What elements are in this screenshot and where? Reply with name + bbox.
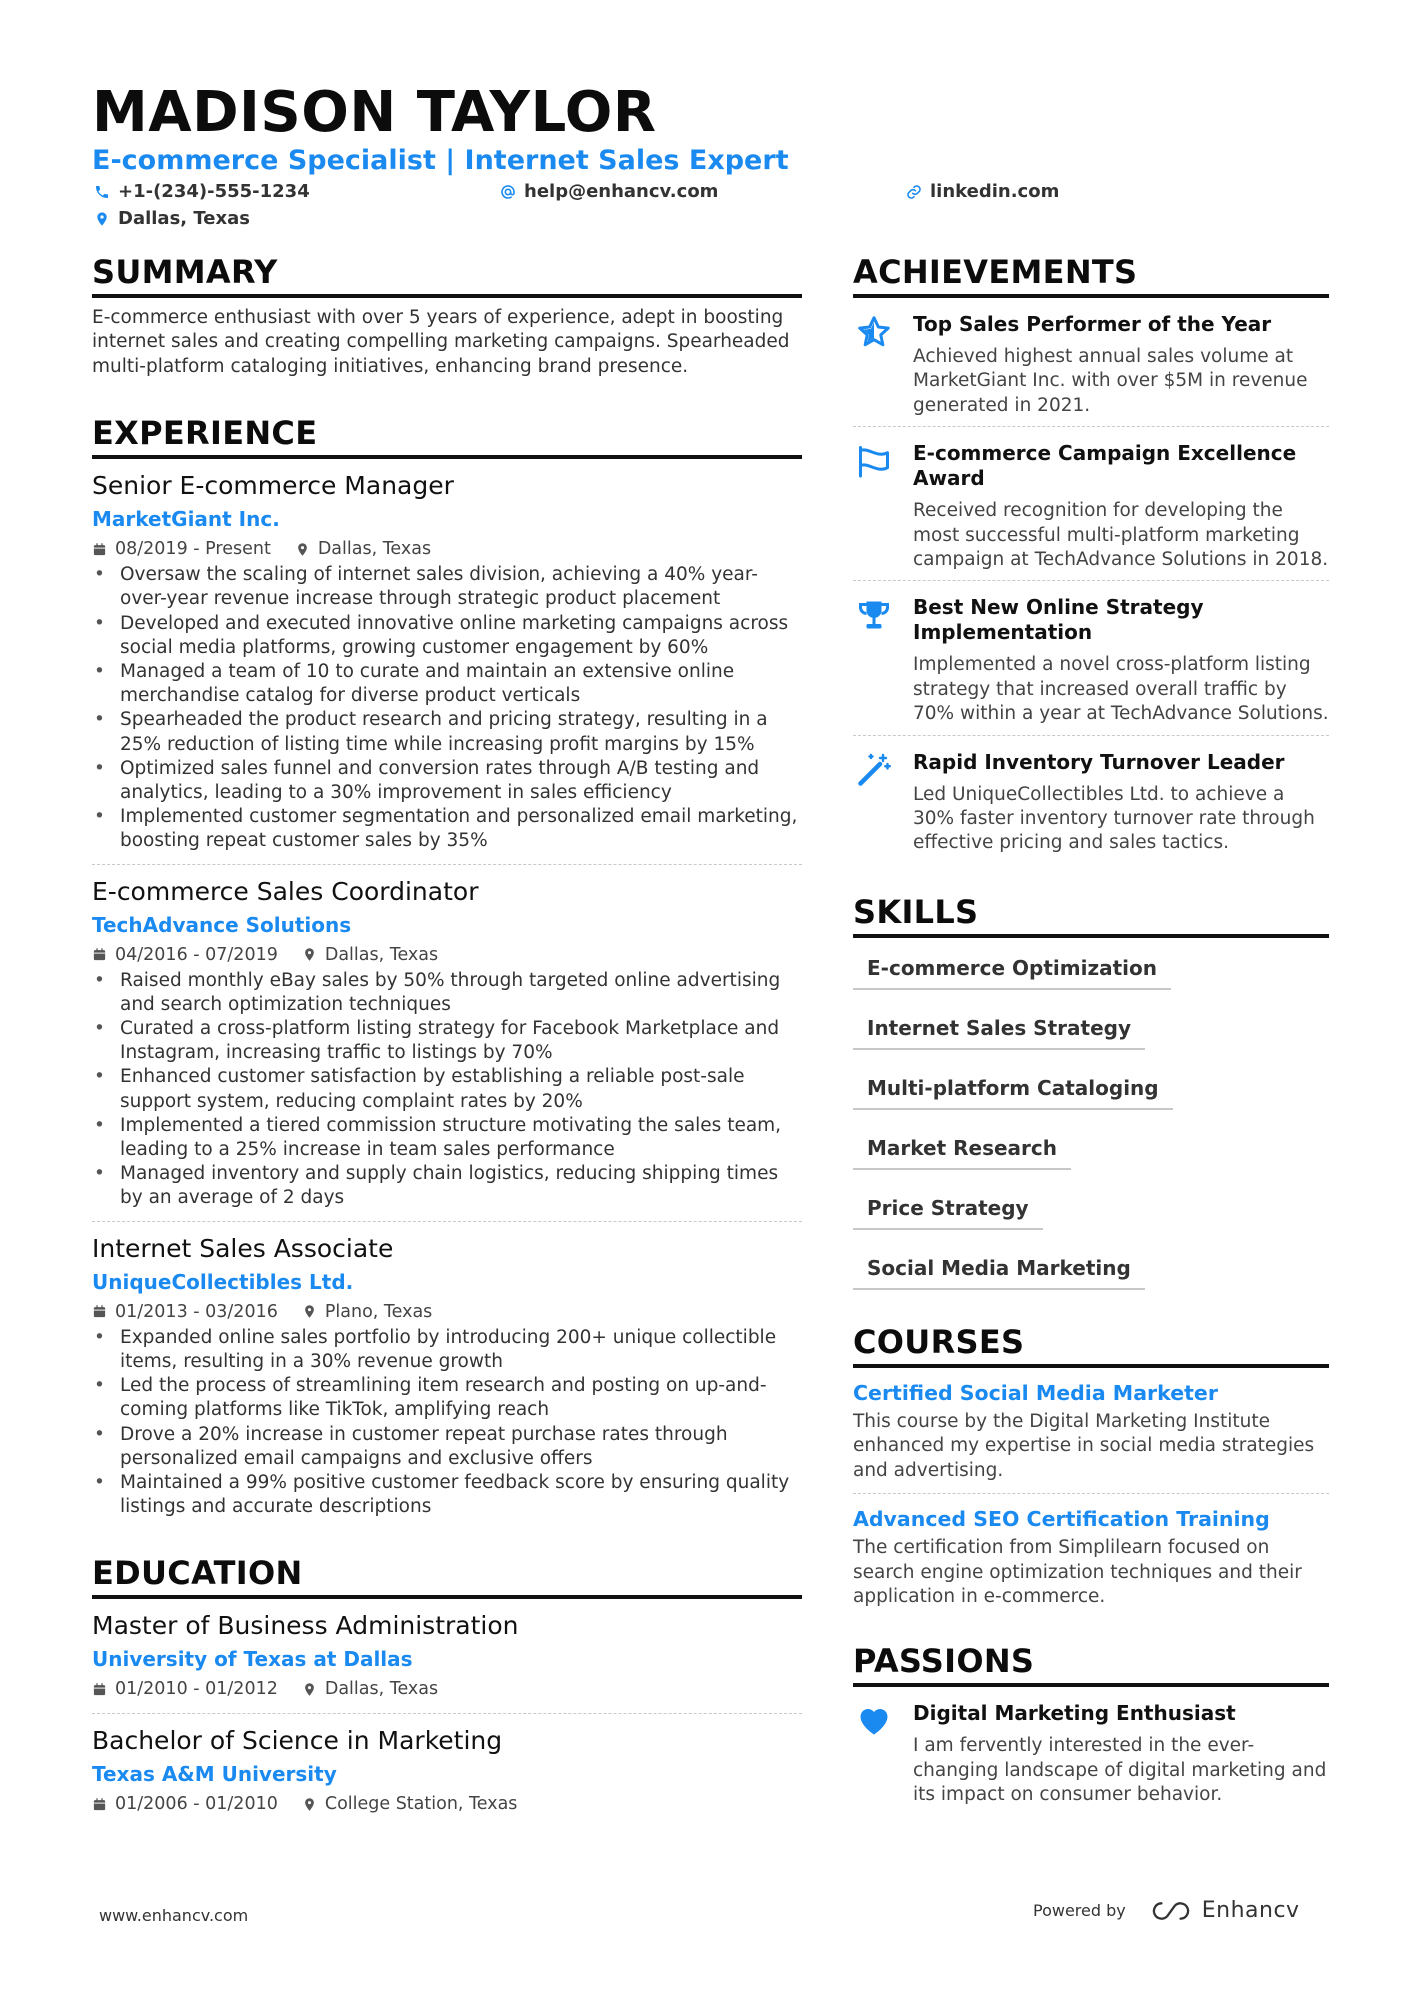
passion-item [853, 1687, 1329, 1815]
achievements-section [853, 252, 1329, 864]
achievement-title: E-commerce Campaign Excellence Award [913, 441, 1297, 491]
experience-item [92, 459, 802, 859]
bullet: • Maintained a 99% positive customer feedback score by ensuring quality listings and accurate descriptions [92, 1471, 802, 1519]
achievement-item [853, 580, 1329, 734]
education-item [92, 1599, 802, 1705]
degree: Bachelor of Science in Marketing [92, 1726, 503, 1756]
email-text: help@enhancv.com [524, 181, 719, 202]
star-icon [856, 314, 892, 350]
skills-section [853, 892, 1329, 1290]
calendar-icon [92, 1304, 107, 1319]
achievement-title: Top Sales Performer of the Year [913, 312, 1272, 336]
experience-item [92, 1221, 802, 1526]
skill-tag: Market Research [853, 1130, 1071, 1170]
location-pin-icon [302, 1797, 317, 1812]
powered-by-label: Powered by [1033, 1901, 1126, 1920]
bullet: • Raised monthly eBay sales by 50% through targeted online advertising and search optimization techniques [92, 969, 802, 1017]
skill-tag: Internet Sales Strategy [853, 1010, 1145, 1050]
passion-desc: I am fervently interested in the ever-changing landscape of digital marketing and its impact on consumer behavior. [913, 1735, 1327, 1806]
magic-wand-icon [856, 752, 892, 788]
course-title: Advanced SEO Certification Training [853, 1507, 1270, 1532]
course-item [853, 1493, 1329, 1615]
bullet: • Developed and executed innovative online marketing campaigns across social media platforms, growing customer engagement by 60% [92, 612, 802, 660]
education-meta [92, 1677, 802, 1701]
skills-title: SKILLS [853, 892, 1329, 938]
job-role: E-commerce Sales Coordinator [92, 876, 479, 906]
experience-section [92, 413, 802, 1525]
candidate-headline: E-commerce Specialist | Internet Sales Expert [92, 145, 789, 176]
trophy-icon [856, 597, 892, 633]
summary-section [92, 252, 802, 379]
location-pin-icon [295, 542, 310, 557]
job-meta [92, 1300, 802, 1324]
courses-section [853, 1322, 1329, 1615]
education-dates: 01/2010 - 01/2012 [115, 1679, 278, 1700]
school: University of Texas at Dallas [92, 1647, 413, 1672]
footer-website[interactable]: www.enhancv.com [99, 1906, 249, 1925]
bullet: • Drove a 20% increase in customer repeat purchase rates through personalized email campaigns and exclusive offers [92, 1423, 802, 1471]
bullet: • Managed a team of 10 to curate and maintain an extensive online merchandise catalog for diverse product verticals [92, 660, 802, 708]
education-section [92, 1553, 802, 1820]
contact-location [94, 207, 250, 231]
footer-branding [1033, 1898, 1300, 1923]
job-dates: 04/2016 - 07/2019 [115, 944, 278, 965]
location-pin-icon [302, 947, 317, 962]
bullet: • Led the process of streamlining item research and posting on up-and-coming platforms like TikTok, amplifying reach [92, 1374, 802, 1422]
skill-tag: Social Media Marketing [853, 1250, 1145, 1290]
candidate-name: MADISON TAYLOR [92, 80, 657, 145]
course-item [853, 1368, 1329, 1489]
skill-tag: Price Strategy [853, 1190, 1043, 1230]
heart-icon [856, 1703, 892, 1739]
location-pin-icon [94, 211, 110, 227]
achievement-desc: Led UniqueCollectibles Ltd. to achieve a 30% faster inventory turnover rate through effective pricing and sales tactics. [913, 783, 1315, 854]
course-desc: The certification from Simplilearn focused on search engine optimization techniques and their application in e-commerce. [853, 1537, 1302, 1607]
job-role: Senior E-commerce Manager [92, 471, 454, 501]
calendar-icon [92, 947, 107, 962]
course-desc: This course by the Digital Marketing Institute enhanced my expertise in social media strategies and advertising. [853, 1410, 1315, 1481]
education-meta [92, 1792, 802, 1816]
education-item [92, 1713, 802, 1820]
achievement-desc: Received recognition for developing the most successful multi-platform marketing campaign at TechAdvance Solutions in 2018. [913, 500, 1329, 571]
degree: Master of Business Administration [92, 1611, 519, 1641]
passions-title: PASSIONS [853, 1641, 1329, 1687]
achievement-title: Best New Online Strategy Implementation [913, 595, 1204, 645]
bullet: • Implemented customer segmentation and personalized email marketing, boosting repeat customer sales by 35% [92, 805, 802, 853]
courses-title: COURSES [853, 1322, 1329, 1368]
experience-item [92, 864, 802, 1217]
bullet: • Spearheaded the product research and pricing strategy, resulting in a 25% reduction of listing time while increasing profit margins by 15% [92, 708, 802, 756]
right-column [853, 252, 1329, 1816]
job-bullets [92, 563, 802, 853]
brand-name: Enhancv [1201, 1898, 1300, 1923]
job-company: MarketGiant Inc. [92, 507, 280, 532]
contact-phone [94, 180, 310, 204]
phone-text: +1-(234)-555-1234 [118, 181, 310, 202]
at-icon [500, 184, 516, 200]
bullet: • Managed inventory and supply chain logistics, reducing shipping times by an average of 2 days [92, 1162, 802, 1210]
phone-icon [94, 184, 110, 200]
education-location: Dallas, Texas [324, 1679, 439, 1700]
enhancv-logo-icon [1148, 1899, 1194, 1923]
location-pin-icon [302, 1304, 317, 1319]
achievement-title: Rapid Inventory Turnover Leader [913, 749, 1285, 774]
contact-linkedin[interactable] [906, 180, 1059, 204]
location-text: Dallas, Texas [118, 208, 250, 229]
school: Texas A&M University [92, 1762, 337, 1787]
bullet: • Oversaw the scaling of internet sales division, achieving a 40% year-over-year revenue increase through strategic product placement [92, 563, 802, 611]
achievement-item [853, 298, 1329, 426]
passions-section [853, 1641, 1329, 1815]
skill-tag: E-commerce Optimization [853, 950, 1171, 990]
bullet: • Enhanced customer satisfaction by establishing a reliable post-sale support system, reducing complaint rates by 20% [92, 1065, 802, 1113]
achievement-desc: Achieved highest annual sales volume at MarketGiant Inc. with over $5M in revenue generated in 2021. [913, 346, 1308, 416]
calendar-icon [92, 1682, 107, 1697]
job-bullets [92, 1326, 802, 1520]
link-icon [906, 184, 922, 200]
job-meta [92, 537, 802, 561]
achievement-item [853, 426, 1329, 580]
passion-title: Digital Marketing Enthusiast [913, 1701, 1236, 1726]
achievement-item [853, 735, 1329, 864]
job-role: Internet Sales Associate [92, 1233, 394, 1263]
job-bullets [92, 969, 802, 1211]
linkedin-text: linkedin.com [930, 181, 1060, 202]
job-company: TechAdvance Solutions [92, 912, 352, 937]
bullet: • Curated a cross-platform listing strategy for Facebook Marketplace and Instagram, increasing traffic to listings by 70% [92, 1017, 802, 1065]
skills-list [853, 950, 1329, 1290]
summary-title: SUMMARY [92, 252, 802, 298]
education-title: EDUCATION [92, 1553, 802, 1599]
course-title: Certified Social Media Marketer [853, 1380, 1218, 1405]
job-location: Dallas, Texas [317, 539, 432, 560]
job-location: Plano, Texas [324, 1301, 433, 1322]
experience-title: EXPERIENCE [92, 413, 802, 459]
flag-icon [856, 443, 892, 479]
summary-text: E-commerce enthusiast with over 5 years of experience, adept in boosting internet sales and creating compelling marketing campaigns. Spearheaded multi-platform cataloging initiatives, enhancing brand presence. [92, 307, 790, 377]
calendar-icon [92, 1797, 107, 1812]
job-meta [92, 943, 802, 967]
bullet: • Expanded online sales portfolio by introducing 200+ unique collectible items, resulting in a 30% revenue growth [92, 1326, 802, 1374]
bullet: • Implemented a tiered commission structure motivating the sales team, leading to a 25% increase in team sales performance [92, 1114, 802, 1162]
job-location: Dallas, Texas [324, 944, 439, 965]
education-location: College Station, Texas [324, 1794, 518, 1815]
bullet: • Optimized sales funnel and conversion rates through A/B testing and analytics, leading to a 30% improvement in sales efficiency [92, 757, 802, 805]
left-column [92, 252, 802, 1820]
enhancv-logo[interactable] [1148, 1898, 1300, 1923]
job-dates: 08/2019 - Present [115, 539, 271, 560]
job-dates: 01/2013 - 03/2016 [115, 1301, 278, 1322]
calendar-icon [92, 542, 107, 557]
skill-tag: Multi-platform Cataloging [853, 1070, 1173, 1110]
job-company: UniqueCollectibles Ltd. [92, 1269, 354, 1294]
contact-email[interactable] [500, 180, 718, 204]
achievement-desc: Implemented a novel cross-platform listing strategy that increased overall traffic by 70% within a year at TechAdvance Solutions. [913, 654, 1329, 725]
achievements-title: ACHIEVEMENTS [853, 252, 1329, 298]
education-dates: 01/2006 - 01/2010 [115, 1794, 278, 1815]
location-pin-icon [302, 1682, 317, 1697]
